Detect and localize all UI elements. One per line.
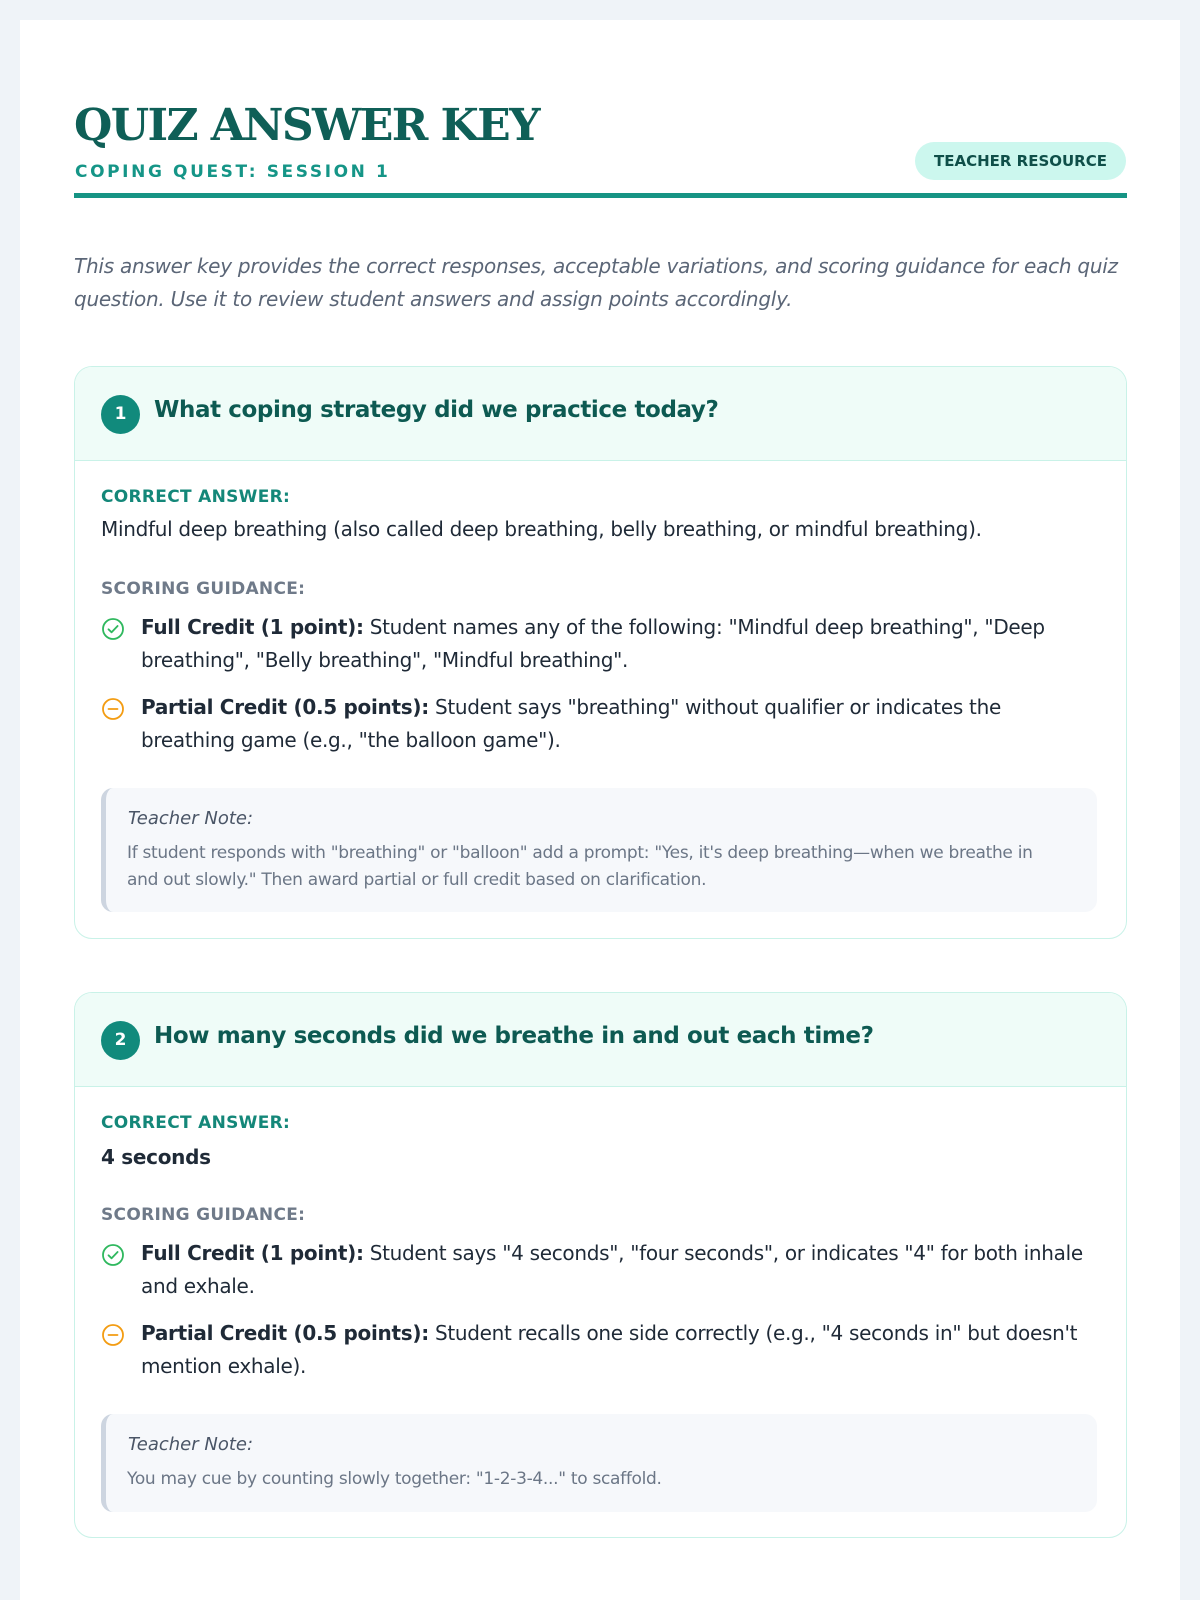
partial-credit-text: Student recalls one side correctly (e.g., "4 seconds in" but doesn't mention exhale). [141, 1321, 1078, 1378]
check-circle-icon [101, 1243, 125, 1267]
teacher-note [101, 788, 1097, 912]
minus-circle-icon [101, 697, 125, 721]
full-credit-label: Full Credit (1 point): [141, 615, 364, 639]
teacher-note-text: You may cue by counting slowly together: "1-2-3-4..." to scaffold. [127, 1469, 662, 1489]
full-credit-text: Student says "4 seconds", "four seconds", or indicates "4" for both inhale and exhale. [141, 1241, 1083, 1298]
question-card-1 [74, 366, 1127, 939]
partial-credit-label: Partial Credit (0.5 points): [141, 1321, 429, 1345]
partial-credit-description [141, 1317, 1091, 1383]
full-credit-item [101, 611, 1091, 677]
teacher-note-text: If student responds with "breathing" or "balloon" add a prompt: "Yes, it's deep breathing—when we breathe in and out slowly." Then award partial or full credit based on clarification. [127, 843, 1033, 890]
teacher-note-title: Teacher Note: [128, 1434, 254, 1455]
question-text: What coping strategy did we practice today? [154, 397, 719, 423]
page-title: QUIZ ANSWER KEY [74, 100, 539, 151]
full-credit-description [141, 611, 1091, 677]
question-number-badge: 1 [101, 395, 140, 434]
full-credit-text: Student names any of the following: "Mindful deep breathing", "Deep breathing", "Belly breathing", "Mindful breathing". [141, 615, 1045, 672]
page-subtitle: COPING QUEST: SESSION 1 [75, 162, 391, 182]
correct-answer-label: CORRECT ANSWER: [101, 487, 291, 507]
partial-credit-description [141, 691, 1091, 757]
question-card-2 [74, 992, 1127, 1538]
full-credit-item [101, 1237, 1091, 1303]
full-credit-label: Full Credit (1 point): [141, 1241, 364, 1265]
partial-credit-item [101, 1317, 1091, 1383]
question-header [75, 367, 1126, 461]
partial-credit-text: Student says "breathing" without qualifier or indicates the breathing game (e.g., "the balloon game"). [141, 695, 1001, 752]
intro-paragraph: This answer key provides the correct responses, acceptable variations, and scoring guidance for each quiz question. Use it to review student answers and assign points accordingly. [74, 254, 1118, 311]
answer-key-page [20, 20, 1180, 1600]
check-circle-icon [101, 617, 125, 641]
question-number-badge: 2 [101, 1021, 140, 1060]
teacher-note [101, 1414, 1097, 1512]
correct-answer-text: Mindful deep breathing (also called deep breathing, belly breathing, or mindful breathing). [101, 517, 982, 541]
correct-answer-label: CORRECT ANSWER: [101, 1113, 291, 1133]
teacher-note-title: Teacher Note: [128, 808, 254, 829]
question-text: How many seconds did we breathe in and out each time? [154, 1023, 874, 1049]
partial-credit-label: Partial Credit (0.5 points): [141, 695, 429, 719]
question-header [75, 993, 1126, 1087]
minus-circle-icon [101, 1323, 125, 1347]
partial-credit-item [101, 691, 1091, 757]
teacher-resource-badge: TEACHER RESOURCE [915, 142, 1126, 180]
scoring-guidance-label: SCORING GUIDANCE: [101, 579, 306, 599]
scoring-guidance-label: SCORING GUIDANCE: [101, 1205, 306, 1225]
full-credit-description [141, 1237, 1091, 1303]
correct-answer-text: 4 seconds [101, 1145, 211, 1169]
header-divider [74, 193, 1127, 198]
